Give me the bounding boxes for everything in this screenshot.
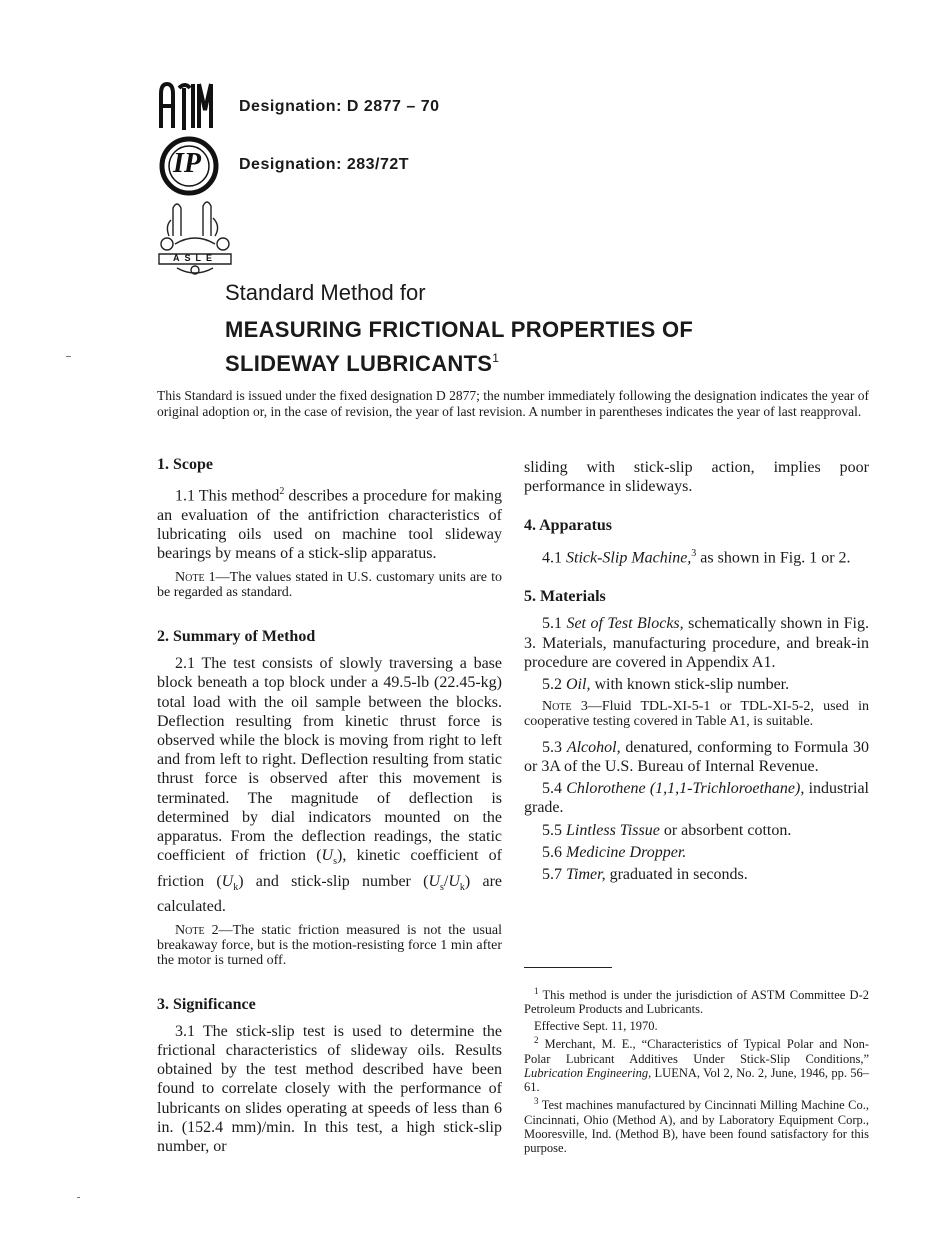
summary-heading: 2. Summary of Method — [157, 627, 316, 645]
footnote-1: $^1$ This method is under the jurisdiction of ASTM Committee D-2 Petroleum Products and Lubricants. — [524, 986, 869, 1017]
apparatus-paragraph: 4.1 Stick-Slip Machine,$^3$ as shown in Fig. 1 or 2. — [542, 547, 851, 566]
footnote-1-effective: Effective Sept. 11, 1970. — [534, 1018, 658, 1033]
footnote-rule — [524, 967, 612, 968]
note-1: Note 1—The values stated in U.S. customary units are to be regarded as standard. — [157, 570, 502, 601]
footnotes — [524, 984, 869, 1156]
note-3: Note 3—Fluid TDL-XI-5-1 or TDL-XI-5-2, used in cooperative testing covered in Table A1, is suitable. — [524, 699, 869, 729]
apparatus-heading: 4. Apparatus — [524, 517, 613, 535]
page-title: MEASURING FRICTIONAL PROPERTIES OF SLIDEWAY LUBRICANTS$^1$ — [225, 317, 694, 376]
materials-heading: 5. Materials — [524, 588, 606, 606]
title-footnote-mark: 1 — [492, 351, 500, 365]
right-column — [524, 458, 869, 884]
designation-astm: Designation: D 2877 – 70 — [239, 98, 440, 115]
scope-paragraph: 1.1 This method$^2$ describes a procedure for making an evaluation of the antifriction characteristics of lubricating oils used on machine tool slideway bearings by means of a stick-slip apparatus. — [157, 486, 502, 563]
issuance-notice: This Standard is issued under the fixed designation D 2877; the number immediately following the designation indicates the year of original adoption or, in the case of revision, the year of last revision. A number in parentheses indicates the year of last reapproval. — [157, 388, 869, 419]
materials-5-1: 5.1 Set of Test Blocks, schematically shown in Fig. 3. Materials, manufacturing procedure, and break-in procedure are covered in Appendix A1. — [524, 615, 869, 671]
materials-5-5: 5.5 Lintless Tissue or absorbent cotton. — [542, 821, 792, 839]
materials-5-6: 5.6 Medicine Dropper. — [542, 843, 687, 861]
significance-continued: sliding with stick-slip action, implies poor performance in slideways. — [524, 459, 869, 496]
materials-5-7: 5.7 Timer, graduated in seconds. — [542, 865, 748, 883]
note-2: Note 2—The static friction measured is not the usual breakaway force, but is the motion-resisting force 1 min after the motor is turned off. — [157, 923, 502, 968]
scan-mark — [77, 1197, 80, 1198]
astm-logo — [157, 80, 217, 132]
footnote-3: $^3$ Test machines manufactured by Cincinnati Milling Machine Co., Cincinnati, Ohio (Method A), and by Laboratory Equipment Corp., Mooresville, Ind. (Method B), have been found satisfactory for this purpose. — [524, 1096, 869, 1156]
summary-paragraph: 2.1 The test consists of slowly traversing a base block beneath a top block under a 49.5-lb (22.45-kg) total load with the oil sample between the blocks. Deflection resulting from kinetic thrust force is observed while the block is moving from right to left and from left to right. Deflection resulting from static thrust force is observed after this movement is terminated. The magnitude of deflection is determined by dial indicators mounted on the apparatus. From the deflection readings, the static coefficient of friction $(U_s)$, kinetic coefficient of friction $(U_k)$ and stick-slip number $(U_s/U_k)$ are calculated. — [157, 655, 503, 915]
scan-mark — [66, 356, 71, 357]
ip-logo: IP — [159, 136, 219, 196]
footnote-2: $^2$ Merchant, M. E., “Characteristics of Typical Polar and Non-Polar Lubricant Additives Under Stick-Slip Conditions,” Lubrication Engineering, LUENA, Vol 2, No. 2, June, 1946, pp. 56–61. — [524, 1035, 869, 1095]
asle-logo: ASLE — [155, 196, 235, 278]
materials-5-2: 5.2 Oil, with known stick-slip number. — [542, 675, 790, 693]
scope-heading: 1. Scope — [157, 456, 213, 473]
left-column — [157, 455, 502, 1156]
significance-heading: 3. Significance — [157, 995, 256, 1013]
designation-ip: Designation: 283/72T — [239, 156, 410, 173]
title-prefix: Standard Method for — [225, 280, 426, 305]
materials-5-4: 5.4 Chlorothene (1,1,1-Trichloroethane), industrial grade. — [524, 780, 869, 817]
materials-5-3: 5.3 Alcohol, denatured, conforming to Formula 30 or 3A of the U.S. Bureau of Internal Revenue. — [524, 738, 870, 775]
significance-paragraph: 3.1 The stick-slip test is used to determine the frictional characteristics of slideway oils. Results obtained by the test method described have been found to correlate closely with the performance of lubricants on slides operating at speeds of less than 6 in. (152.4 mm)/min. In this test, a high stick-slip number, or — [157, 1022, 502, 1155]
